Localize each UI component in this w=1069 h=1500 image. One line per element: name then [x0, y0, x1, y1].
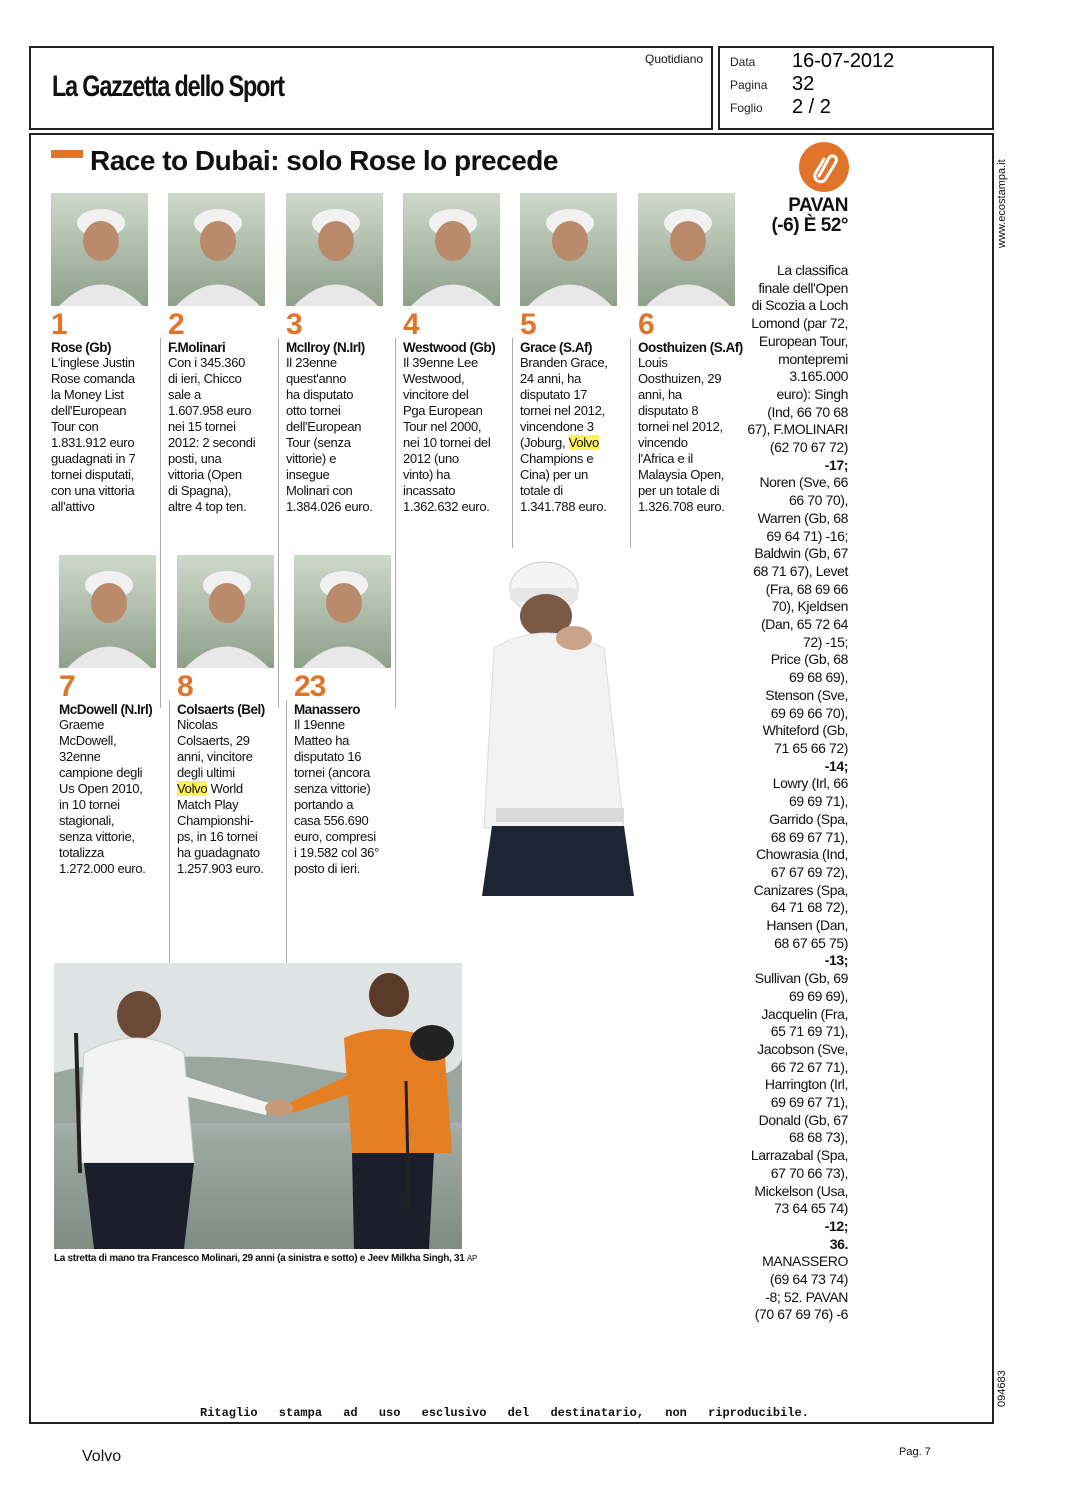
description-line: 1.257.903 euro. — [177, 861, 264, 876]
description-line: all'attivo — [51, 499, 95, 514]
description-line: 2012: 2 secondi — [168, 435, 256, 450]
description-line: Oosthuizen, 29 — [638, 371, 722, 386]
description-line: Volvo World — [177, 781, 243, 796]
description-line: disputato 8 — [638, 403, 699, 418]
description-line: Championshi- — [177, 813, 254, 828]
handshake-photo — [54, 963, 462, 1249]
description-line: L'inglese Justin — [51, 355, 135, 370]
result-line: 67 70 66 73), — [770, 1164, 848, 1181]
description-line: stagionali, — [59, 813, 115, 828]
player-card — [286, 193, 392, 515]
description-line: 32enne — [59, 749, 101, 764]
player-rank: 2 — [168, 308, 184, 341]
player-photo — [294, 555, 391, 668]
description-line: Molinari con — [286, 483, 353, 498]
description-line: disputato 17 — [520, 387, 588, 402]
sidebar-results — [720, 262, 848, 1324]
description-line: altre 4 top ten. — [168, 499, 247, 514]
player-photo — [177, 555, 274, 668]
result-line: Baldwin (Gb, 67 — [754, 545, 848, 562]
player-card — [51, 193, 157, 515]
sidebar-title-line2: (-6) È 52° — [771, 215, 848, 236]
result-line: Harrington (Irl, — [764, 1076, 848, 1093]
description-line: senza vittorie) — [294, 781, 371, 796]
player-card — [403, 193, 509, 515]
description-line: tornei nel 2012, — [520, 403, 605, 418]
result-line: 70), Kjeldsen — [771, 598, 848, 615]
player-description — [59, 717, 165, 877]
result-line: Warren (Gb, 68 — [757, 509, 848, 526]
result-line: -14; — [824, 757, 848, 774]
result-line: 69 68 69), — [788, 669, 848, 686]
description-line: Graeme — [59, 717, 105, 732]
description-line: Con i 345.360 — [168, 355, 246, 370]
player-name: Rose (Gb) — [51, 340, 112, 355]
description-line: 1.607.958 euro — [168, 403, 252, 418]
player-rank: 7 — [59, 670, 75, 703]
player-rank: 4 — [403, 308, 419, 341]
result-line: 73 64 65 74) — [774, 1200, 848, 1217]
description-line: l'Africa e il — [638, 451, 693, 466]
result-line: Lomond (par 72, — [751, 315, 848, 332]
description-line: totale di — [520, 483, 563, 498]
description-line: sale a — [168, 387, 201, 402]
result-line: Noren (Sve, 66 — [759, 474, 848, 491]
result-line: 66 72 67 71), — [770, 1058, 848, 1075]
result-line: European Tour, — [758, 332, 848, 349]
result-line: Garrido (Spa, — [769, 810, 848, 827]
result-line: Jacquelin (Fra, — [761, 1005, 848, 1022]
result-line: La classifica — [776, 262, 848, 278]
result-line: Price (Gb, 68 — [770, 651, 848, 668]
description-line: Nicolas — [177, 717, 218, 732]
player-card — [520, 193, 626, 515]
description-line: con una vittoria — [51, 483, 135, 498]
result-line: Sullivan (Gb, 69 — [754, 970, 848, 987]
result-line: Stenson (Sve, — [765, 686, 848, 703]
player-description — [294, 717, 400, 877]
result-line: (70 67 69 76) -6 — [754, 1306, 848, 1323]
paperclip-icon — [799, 142, 849, 192]
player-rank: 8 — [177, 670, 193, 703]
description-line: vittorie) e — [286, 451, 337, 466]
description-line: Tour nel 2000, — [403, 419, 482, 434]
meta-value-date: 16-07-2012 — [792, 50, 895, 72]
description-line: euro, compresi — [294, 829, 376, 844]
description-line: anni, ha — [638, 387, 682, 402]
result-line: Whiteford (Gb, — [762, 722, 848, 739]
description-line: Il 23enne — [286, 355, 337, 370]
description-line: Champions e — [520, 451, 594, 466]
description-line: vinto) ha — [403, 467, 451, 482]
player-rank: 5 — [520, 308, 536, 341]
description-line: guadagnati in 7 — [51, 451, 136, 466]
description-line: vittoria (Open — [168, 467, 242, 482]
meta-value-sheet: 2 / 2 — [792, 96, 831, 118]
player-card — [59, 555, 165, 877]
description-line: vincitore del — [403, 387, 469, 402]
result-line: Lowry (Irl, 66 — [772, 775, 848, 792]
description-line: 24 anni, ha — [520, 371, 582, 386]
result-line: euro): Singh — [776, 385, 848, 402]
player-description — [403, 355, 509, 515]
player-name: McIlroy (N.Irl) — [286, 340, 365, 355]
result-line: 3.165.000 — [789, 368, 848, 385]
result-line: -17; — [824, 456, 848, 473]
result-line: 68 69 67 71), — [770, 828, 848, 845]
player-photo — [168, 193, 265, 306]
description-line: degli ultimi — [177, 765, 235, 780]
newspaper-logo: La Gazzetta dello Sport — [52, 70, 284, 103]
result-line: 69 64 71) -16; — [766, 527, 848, 544]
description-line: quest'anno — [286, 371, 347, 386]
caption-text: La stretta di mano tra Francesco Molinari, 29 anni (a sinistra e sotto) e Jeev Milkha Singh, 31 — [54, 1253, 465, 1264]
description-line: McDowell, — [59, 733, 117, 748]
player-photo — [286, 193, 383, 306]
description-line: (Joburg, Volvo — [520, 435, 599, 450]
description-line: 1.272.000 euro. — [59, 861, 146, 876]
result-line: 67), F.MOLINARI — [747, 421, 848, 438]
description-line: 1.326.708 euro. — [638, 499, 725, 514]
golfer-photo — [474, 548, 637, 896]
player-name: Manassero — [294, 702, 361, 717]
description-line: posto di ieri. — [294, 861, 360, 876]
publication-type: Quotidiano — [645, 52, 704, 66]
description-line: i 19.582 col 36° — [294, 845, 379, 860]
description-line: Malaysia Open, — [638, 467, 725, 482]
description-line: tornei (ancora — [294, 765, 371, 780]
description-line: Cina) per un — [520, 467, 588, 482]
player-description — [51, 355, 157, 515]
highlighted-keyword: Volvo — [568, 435, 599, 450]
result-line: Canizares (Spa, — [753, 881, 848, 898]
caption-credit: AP — [467, 1254, 478, 1263]
description-line: portando a — [294, 797, 354, 812]
player-description — [177, 717, 283, 877]
player-description — [520, 355, 626, 515]
player-name: Grace (S.Af) — [520, 340, 593, 355]
photo-caption — [54, 1253, 477, 1264]
description-line: ha guadagnato — [177, 845, 260, 860]
description-line: 1.831.912 euro — [51, 435, 135, 450]
footer-page: Pag. 7 — [899, 1446, 931, 1458]
result-line: -12; — [824, 1217, 848, 1234]
result-line: 64 71 68 72), — [770, 899, 848, 916]
result-line: 66 70 70), — [788, 492, 848, 509]
description-line: 2012 (uno — [403, 451, 459, 466]
description-line: per un totale di — [638, 483, 720, 498]
meta-label-date: Data — [730, 55, 756, 69]
description-line: otto tornei — [286, 403, 341, 418]
description-line: Branden Grace, — [520, 355, 608, 370]
description-line: 1.384.026 euro. — [286, 499, 373, 514]
description-line: totalizza — [59, 845, 104, 860]
result-line: (Dan, 65 72 64 — [760, 616, 848, 633]
description-line: di ieri, Chicco — [168, 371, 242, 386]
result-line: (69 64 73 74) — [769, 1271, 848, 1288]
side-code: 094683 — [996, 1370, 1008, 1407]
description-line: ha disputato — [286, 387, 354, 402]
description-line: la Money List — [51, 387, 124, 402]
headline-bar — [51, 150, 83, 158]
description-line: Matteo ha — [294, 733, 350, 748]
player-photo — [59, 555, 156, 668]
description-line: Rose comanda — [51, 371, 135, 386]
description-line: Pga European — [403, 403, 483, 418]
highlighted-keyword: Volvo — [177, 781, 208, 796]
result-line: -8; 52. PAVAN — [765, 1288, 848, 1305]
description-line: disputato 16 — [294, 749, 362, 764]
player-photo — [403, 193, 500, 306]
footer-brand: Volvo — [82, 1448, 122, 1465]
description-line: Us Open 2010, — [59, 781, 143, 796]
result-line: MANASSERO — [762, 1253, 848, 1270]
description-line: Tour (senza — [286, 435, 351, 450]
description-line: nei 10 tornei del — [403, 435, 491, 450]
headline: Race to Dubai: solo Rose lo precede — [90, 145, 558, 176]
player-name: Westwood (Gb) — [403, 340, 496, 355]
result-line: Hansen (Dan, — [766, 917, 848, 934]
result-line: 36. — [829, 1235, 848, 1252]
result-line: 72) -15; — [802, 633, 848, 650]
result-line: 68 67 65 75) — [774, 934, 848, 951]
result-line: (Fra, 68 69 66 — [765, 580, 848, 597]
player-name: Oosthuizen (S.Af) — [638, 340, 743, 355]
player-description — [168, 355, 274, 515]
result-line: 65 71 69 71), — [770, 1023, 848, 1040]
description-line: Match Play — [177, 797, 239, 812]
player-description — [286, 355, 392, 515]
description-line: nei 15 tornei — [168, 419, 236, 434]
description-line: ps, in 16 tornei — [177, 829, 258, 844]
description-line: casa 556.690 — [294, 813, 369, 828]
result-line: 69 69 66 70), — [770, 704, 848, 721]
description-line: anni, vincitore — [177, 749, 253, 764]
description-line: vincendone 3 — [520, 419, 594, 434]
result-line: montepremi — [778, 350, 848, 367]
description-line: insegue — [286, 467, 330, 482]
result-line: Donald (Gb, 67 — [758, 1111, 848, 1128]
result-line: Mickelson (Usa, — [754, 1182, 848, 1199]
result-line: -13; — [824, 952, 848, 969]
result-line: 69 69 69), — [788, 987, 848, 1004]
description-line: Colsaerts, 29 — [177, 733, 250, 748]
description-line: tornei nel 2012, — [638, 419, 723, 434]
result-line: (62 70 67 72) — [769, 439, 848, 456]
description-line: in 10 tornei — [59, 797, 120, 812]
player-card — [177, 555, 283, 877]
player-rank: 23 — [294, 670, 326, 703]
reproduction-notice: Ritaglio stampa ad uso esclusivo del destinatario, non riproducibile. — [200, 1406, 809, 1420]
sidebar-title-line1: PAVAN — [788, 195, 848, 216]
result-line: 71 65 66 72) — [774, 739, 848, 756]
description-line: Il 39enne Lee — [403, 355, 478, 370]
result-line: Jacobson (Sve, — [757, 1040, 848, 1057]
description-line: posti, una — [168, 451, 222, 466]
player-name: McDowell (N.Irl) — [59, 702, 153, 717]
description-line: tornei disputati, — [51, 467, 135, 482]
description-line: incassato — [403, 483, 456, 498]
description-line: 1.341.788 euro. — [520, 499, 607, 514]
result-line: finale dell'Open — [758, 279, 848, 296]
description-line: Louis — [638, 355, 668, 370]
player-card — [168, 193, 274, 515]
meta-label-page: Pagina — [730, 78, 768, 92]
description-line: dell'European — [51, 403, 127, 418]
description-line: Il 19enne — [294, 717, 345, 732]
result-line: 67 67 69 72), — [770, 863, 848, 880]
result-line: 68 68 73), — [788, 1129, 848, 1146]
description-line: dell'European — [286, 419, 362, 434]
result-line: 69 69 67 71), — [770, 1094, 848, 1111]
side-url: www.ecostampa.it — [996, 159, 1008, 248]
description-line: 1.362.632 euro. — [403, 499, 490, 514]
description-line: Tour con — [51, 419, 99, 434]
player-rank: 3 — [286, 308, 302, 341]
player-photo — [51, 193, 148, 306]
description-line: campione degli — [59, 765, 143, 780]
player-rank: 1 — [51, 308, 67, 341]
result-line: Larrazabal (Spa, — [750, 1147, 848, 1164]
result-line: 68 71 67), Levet — [753, 562, 848, 579]
result-line: Chowrasia (Ind, — [755, 846, 848, 863]
player-rank: 6 — [638, 308, 654, 341]
player-name: Colsaerts (Bel) — [177, 702, 265, 717]
meta-label-sheet: Foglio — [730, 101, 763, 115]
result-line: di Scozia a Loch — [751, 297, 848, 314]
result-line: (Ind, 66 70 68 — [767, 403, 848, 420]
description-line: senza vittorie, — [59, 829, 135, 844]
meta-value-page: 32 — [792, 73, 815, 95]
player-photo — [520, 193, 617, 306]
sidebar-title — [740, 196, 848, 236]
player-name: F.Molinari — [168, 340, 226, 355]
description-line: vincendo — [638, 435, 688, 450]
player-card — [294, 555, 400, 877]
description-line: di Spagna), — [168, 483, 232, 498]
description-line: Westwood, — [403, 371, 465, 386]
result-line: 69 69 71), — [788, 793, 848, 810]
